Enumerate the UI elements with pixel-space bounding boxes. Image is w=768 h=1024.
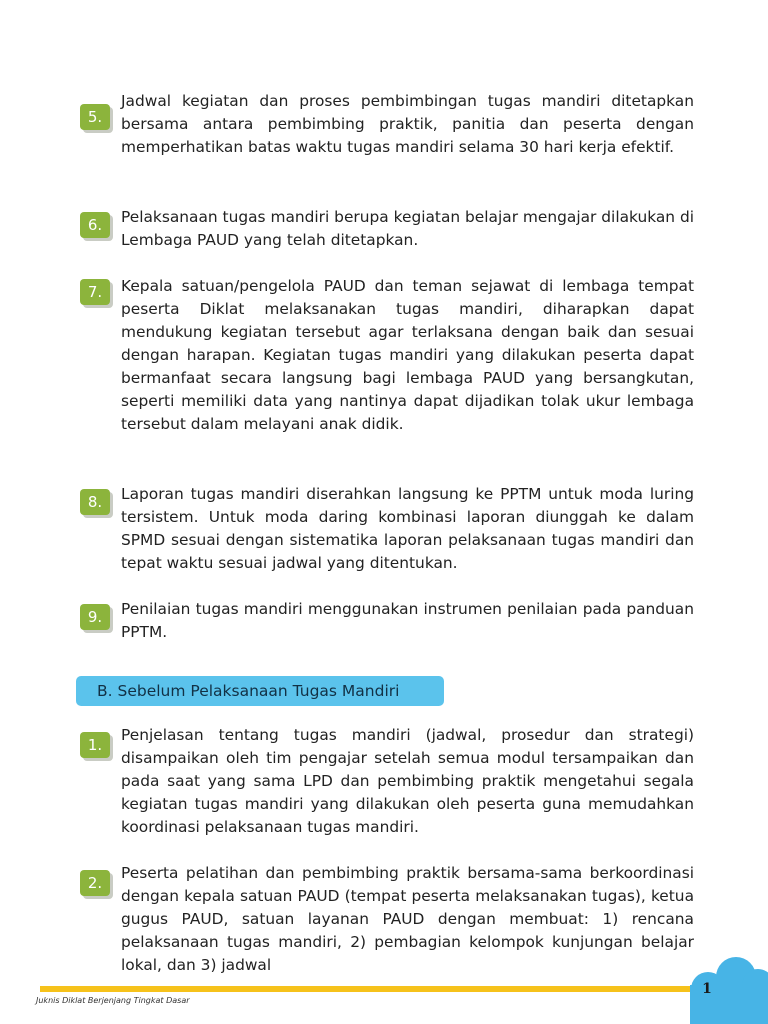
- list-item-6: [80, 206, 694, 252]
- list-item-5: [80, 90, 694, 159]
- item-text: Kepala satuan/pengelola PAUD dan teman sejawat di lembaga tempat peserta Diklat melaksanakan tugas mandiri, diharapkan dapat mendukung kegiatan tersebut agar terlaksana dengan baik dan sesuai dengan harapan. Kegiatan tugas mandiri yang dilakukan peserta dapat bermanfaat secara langsung bagi lembaga PAUD yang bersangkutan, seperti memiliki data yang nantinya dapat dijadikan tolak ukur lembaga tersebut dalam melayani anak didik.: [121, 277, 694, 433]
- item-number-badge: 7.: [80, 279, 110, 305]
- item-number-badge: 8.: [80, 489, 110, 515]
- item-text: Pelaksanaan tugas mandiri berupa kegiatan belajar mengajar dilakukan di Lembaga PAUD yang telah ditetapkan.: [121, 208, 694, 249]
- footer-divider: [40, 986, 730, 992]
- list-item-7: [80, 275, 694, 436]
- item-number-badge: 1.: [80, 732, 110, 758]
- list-item-9: [80, 598, 694, 644]
- item-number-badge: 5.: [80, 104, 110, 130]
- list-item-2: [80, 862, 694, 977]
- item-text: Penilaian tugas mandiri menggunakan instrumen penilaian pada panduan PPTM.: [121, 600, 694, 641]
- item-text: Peserta pelatihan dan pembimbing praktik bersama-sama berkoordinasi dengan kepala satuan PAUD (tempat peserta melaksanakan tugas), ketua gugus PAUD, satuan layanan PAUD dengan membuat: 1) rencana pelaksanaan tugas mandiri, 2) pembagian kelompok kunjungan belajar lokal, dan 3) jadwal: [121, 864, 694, 974]
- item-text: Laporan tugas mandiri diserahkan langsung ke PPTM untuk moda luring tersistem. Untuk moda daring kombinasi laporan diunggah ke dalam SPMD sesuai dengan sistematika laporan pelaksanaan tugas mandiri dan tepat waktu sesuai jadwal yang ditentukan.: [121, 485, 694, 572]
- page-number: 1: [702, 981, 712, 997]
- item-number-badge: 2.: [80, 870, 110, 896]
- item-number-badge: 6.: [80, 212, 110, 238]
- item-text: Penjelasan tentang tugas mandiri (jadwal, prosedur dan strategi) disampaikan oleh tim pengajar setelah semua modul tersampaikan dan pada saat yang sama LPD dan pembimbing praktik mengetahui segala kegiatan tugas mandiri yang dilakukan oleh peserta guna memudahkan koordinasi pelaksanaan tugas mandiri.: [121, 726, 694, 836]
- item-text: Jadwal kegiatan dan proses pembimbingan tugas mandiri ditetapkan bersama antara pembimbing praktik, panitia dan peserta dengan memperhatikan batas waktu tugas mandiri selama 30 hari kerja efektif.: [121, 92, 694, 156]
- item-number-badge: 9.: [80, 604, 110, 630]
- footer-caption: Juknis Diklat Berjenjang Tingkat Dasar: [36, 996, 190, 1005]
- section-heading: B. Sebelum Pelaksanaan Tugas Mandiri: [76, 676, 444, 706]
- list-item-1: [80, 724, 694, 839]
- list-item-8: [80, 483, 694, 575]
